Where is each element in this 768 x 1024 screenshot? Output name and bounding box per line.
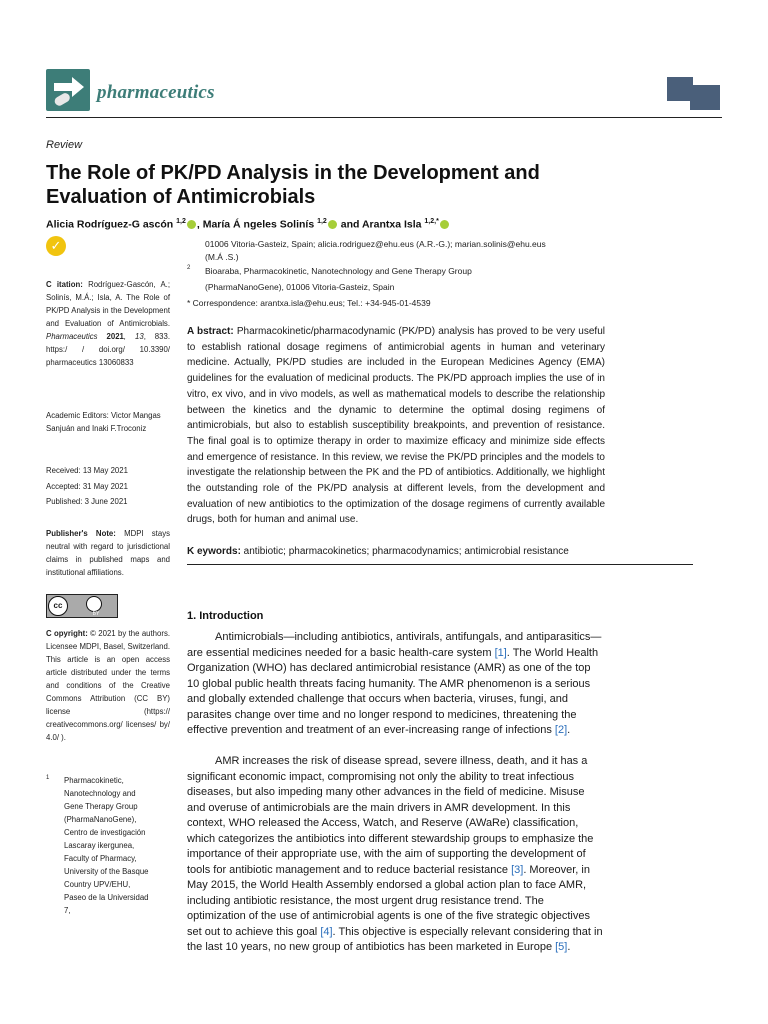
author-separator: , <box>196 218 203 231</box>
section-heading: 1. Introduction <box>187 610 264 622</box>
citation-label: C itation: <box>46 280 83 289</box>
citation-year: 2021 <box>97 332 124 341</box>
paragraph-text: Antimicrobials—including antibiotics, antivirals, antifungals, and antiparasitics—are essential medicines needed for a basic health-care system <box>187 631 602 659</box>
paragraph <box>187 754 605 956</box>
publisher-note-text: MDPI stays neutral with regard to jurisdictional claims in published maps and institutional affiliations. <box>46 529 170 577</box>
paragraph-text: AMR increases the risk of disease spread, severe illness, death, and it has a significant economic impact, compromising not only the ability to treat infectious diseases, but also impeding many other advances in the field of medicine. Misuse and overuse of antimicrobials are the main drivers in AMR development. In this context, WHO released the Access, Watch, and Reserve (AWaRe) classification, which categorizes the antibiotics into different stewardship groups to emphasize the importance of their appropriate use, with the aim of supporting the development of tools for antibiotic management and to reduce bacterial resistance <box>187 755 594 876</box>
author-name[interactable]: Arantxa Isla <box>361 218 422 231</box>
affiliation-line: 01006 Vitoria-Gasteiz, Spain; alicia.rodriguez@ehu.eus (A.R.-G.); marian.solinis@ehu.eus <box>205 239 546 249</box>
correspondence: * Correspondence: arantxa.isla@ehu.eus; Tel.: +34-945-01-4539 <box>187 298 431 308</box>
citation-journal: Pharmaceutics <box>46 332 98 341</box>
citation-text: Rodríguez-Gascón, A.; Solinís, M.Á.; Isla, A. The Role of PK/PD Analysis in the Development and Evaluation of Antimicrobials. <box>46 280 170 328</box>
reference-link[interactable]: [4] <box>320 925 333 938</box>
author-separator: and <box>337 218 362 231</box>
reference-link[interactable]: [2] <box>554 724 568 736</box>
citation-block <box>46 278 170 369</box>
copyright-text: © 2021 by the authors. Licensee MDPI, Basel, Switzerland. This article is an open access article distributed under the terms and conditions of the Creative Commons Attribution (CC BY) license (https:// creativecommons.org/ licenses/ by/ 4.0/ ). <box>46 629 171 742</box>
published-date: Published: 3 June 2021 <box>46 497 128 506</box>
copyright-label: C opyright: <box>46 629 88 638</box>
paragraph-text: . <box>567 724 571 736</box>
publisher-logo-block <box>690 85 720 110</box>
affiliation-line: Bioaraba, Pharmacokinetic, Nanotechnology and Gene Therapy Group <box>205 266 472 276</box>
keywords <box>187 545 605 559</box>
publisher-note-label: Publisher's Note: <box>46 529 116 538</box>
affiliation-line: (PharmaNanoGene), 01006 Vitoria-Gasteiz, Spain <box>205 282 395 292</box>
reference-link[interactable]: [1] <box>494 646 507 659</box>
section-divider <box>187 564 693 565</box>
abstract <box>187 324 605 528</box>
article-title: The Role of PK/PD Analysis in the Development and Evaluation of Antimicrobials <box>46 162 540 208</box>
publisher-note <box>46 527 170 579</box>
abstract-text: Pharmacokinetic/pharmacodynamic (PK/PD) analysis has proved to be very useful to establish rational dosage regimens of antimicrobial agents in human and veterinary medicine. Actually, PK/PD studies are included in the European Medicines Agency (EMA) guidelines for the evaluation of medicinal products. The PK/PD approach implies the use of in vitro, ex vivo, and in vivo models, as well as mathematical models to describe the relationship between the kinetics and the dynamic to determine the optimal dosing regimens of antimicrobials, but also to establish susceptibility breakpoints, and prevention of resistance. The final goal is to optimize therapy in order to maximize efficacy and minimize side effects and emergence of resistance. In this review, we revise the PK/PD principles and the models to investigate the relationship between the PK and the PD of antibiotics. Additionally, we highlight the outstanding role of the PK/PD analysis at different levels, from the development and evaluation of new antibiotics to the optimization of the dosage regimens of currently available drugs, both for human and animal use. <box>187 326 605 526</box>
check-for-updates-icon[interactable]: ✓ <box>46 236 66 256</box>
orcid-icon[interactable] <box>187 220 196 229</box>
affiliation-number: 1 <box>46 775 50 781</box>
paragraph-text: . Moreover, in May 2015, the World Health Assembly endorsed a global action plan to face AMR, including antibiotic resistance, the most urgent drug resistance trend. The optimization of the use of antimicrobial agents is one of the five strategic objectives set out to achieve this goal <box>187 863 590 938</box>
author-name[interactable]: Alicia Rodríguez-G ascón <box>46 218 174 231</box>
received-date: Received: 13 May 2021 <box>46 466 128 475</box>
author-affil-sup: 1,2 <box>176 218 186 225</box>
article-type: Review <box>46 139 83 151</box>
orcid-icon[interactable] <box>328 220 337 229</box>
paragraph <box>187 630 605 739</box>
paragraph-text: . The World Health Organization (WHO) has declared antimicrobial resistance (AMR) as one of the top 10 global public health threats facing humanity. The AMR phenomenon is a serious and globally extended challenge that occurs when bacteria, viruses, fungi, and parasites change over time and no longer respond to medicines, threatening the effective prevention and treatment of an ever-increasing range of infections <box>187 646 599 736</box>
copyright-block <box>46 627 170 744</box>
person-icon <box>86 596 102 612</box>
keywords-text: antibiotic; pharmacokinetics; pharmacodynamics; antimicrobial resistance <box>240 546 569 557</box>
accepted-date: Accepted: 31 May 2021 <box>46 482 128 491</box>
orcid-icon[interactable] <box>440 220 449 229</box>
header-divider <box>46 117 722 118</box>
affiliation-number: 2 <box>187 265 191 271</box>
affiliation-1: Pharmacokinetic, Nanotechnology and Gene Therapy Group (PharmaNanoGene), Centro de investigación Lascaray ikergunea, Faculty of Pharmacy, University of the Basque Country UPV/EHU, Paseo de la Universidad 7, <box>64 776 149 915</box>
affiliation-line: (M.Á .S.) <box>205 252 239 262</box>
cc-by-label: BY <box>92 611 100 617</box>
journal-logo <box>46 69 90 111</box>
academic-editors: Academic Editors: Victor Mangas Sanjuán and Inaki F.Troconiz <box>46 411 161 433</box>
author-list <box>46 218 450 231</box>
abstract-label: A bstract: <box>187 326 234 337</box>
citation-doi[interactable]: , 833. https:/ / doi.org/ 10.3390/ pharmaceutics 13060833 <box>46 332 170 367</box>
author-affil-sup: 1,2,* <box>424 218 439 225</box>
reference-link[interactable]: [3] <box>511 863 524 876</box>
author-name[interactable]: María Á ngeles Solinís <box>202 218 315 231</box>
paragraph-text: . This objective is especially relevant considering that in the last 10 years, no new group of antibiotics has been marketed in Europe <box>187 925 603 953</box>
cc-icon: cc <box>48 596 68 616</box>
pill-arrow-icon <box>46 69 90 111</box>
keywords-label: K eywords: <box>187 546 241 557</box>
citation-volume: , 13 <box>123 332 144 341</box>
journal-name[interactable]: pharmaceutics <box>97 82 215 103</box>
author-affil-sup: 1,2 <box>317 218 327 225</box>
reference-link[interactable]: [5] <box>555 941 568 953</box>
paragraph-text: . <box>567 941 571 953</box>
